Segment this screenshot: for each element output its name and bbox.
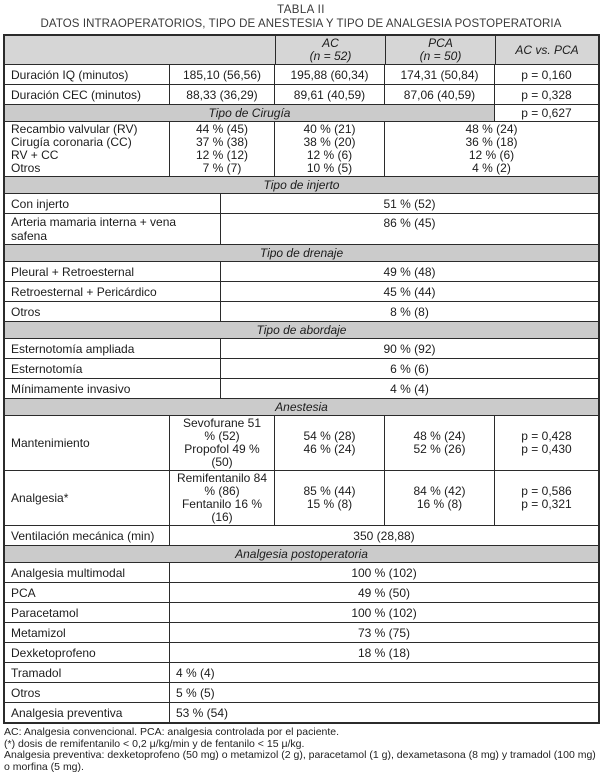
section-band-label: Anestesia xyxy=(5,399,598,415)
row-label: Mantenimiento xyxy=(11,436,90,450)
row-label: Esternotomía xyxy=(11,361,83,376)
band-tipo-drenaje xyxy=(5,244,598,261)
pca-value: 48 % (24) xyxy=(413,429,466,443)
section-band-label: Tipo de injerto xyxy=(5,177,598,193)
table-caption: DATOS INTRAOPERATORIOS, TIPO DE ANESTESIA Y TIPO DE ANALGESIA POSTOPERATORIA xyxy=(40,18,562,30)
total-value: 185,10 (56,56) xyxy=(169,65,274,84)
ac-value: 89,61 (40,59) xyxy=(274,85,384,104)
header-pca-label: PCA xyxy=(428,36,453,50)
row-value: 49 % (50) xyxy=(169,583,598,602)
row-value: 100 % (102) xyxy=(169,563,598,582)
table-number: TABLA II xyxy=(277,4,325,16)
row-label: Arteria mamaria interna + vena safena xyxy=(11,215,177,243)
row-label: Metamizol xyxy=(11,625,66,640)
p-values xyxy=(494,471,598,525)
header-ac-cell xyxy=(275,36,385,64)
total-value: 37 % (38) xyxy=(195,135,249,149)
row-tramadol xyxy=(5,662,598,682)
row-value: 6 % (6) xyxy=(220,359,598,378)
ac-value: 54 % (28) xyxy=(303,429,356,443)
row-label: Esternotomía ampliada xyxy=(11,341,135,356)
table-title-block xyxy=(0,0,602,32)
ac-value: 12 % (6) xyxy=(306,148,353,162)
total-value: 12 % (12) xyxy=(195,148,249,162)
footnote-doses: (*) dosis de remifentanilo < 0,2 μ/kg/min y de fentanilo < 15 μ/kg. xyxy=(4,737,305,750)
total-values xyxy=(169,122,274,176)
row-paracetamol xyxy=(5,602,598,622)
total-values xyxy=(169,416,274,470)
row-ventilacion-mecanica xyxy=(5,525,598,545)
pca-value: 16 % (8) xyxy=(416,497,463,511)
p-value: p = 0,430 xyxy=(521,442,572,456)
total-values xyxy=(169,471,274,525)
ac-value: 15 % (8) xyxy=(306,497,353,511)
row-value: 5 % (5) xyxy=(169,683,598,702)
total-value: Propofol 49 % (50) xyxy=(184,442,260,469)
ac-values xyxy=(274,416,384,470)
pca-value: 12 % (6) xyxy=(468,148,515,162)
p-values xyxy=(494,416,598,470)
row-value: 18 % (18) xyxy=(169,643,598,662)
row-analgesia xyxy=(5,470,598,525)
row-value: 100 % (102) xyxy=(169,603,598,622)
row-label: Analgesia* xyxy=(11,491,69,505)
row-label: Duración CEC (minutos) xyxy=(11,87,142,102)
row-esternotomia-ampliada xyxy=(5,338,598,358)
row-label: Pleural + Retroesternal xyxy=(11,264,135,279)
footnote-abbreviations: AC: Analgesia convencional. PCA: analgesia controlada por el paciente. xyxy=(4,726,340,738)
ac-value: 40 % (21) xyxy=(303,122,356,136)
table-footnotes xyxy=(4,727,598,773)
row-value: 4 % (4) xyxy=(220,379,598,398)
row-value: 53 % (54) xyxy=(169,703,598,722)
row-label: Ventilación mecánica (min) xyxy=(11,528,155,543)
row-pleural-retroesternal xyxy=(5,261,598,281)
total-value: 88,33 (36,29) xyxy=(169,85,274,104)
p-value: p = 0,627 xyxy=(494,105,598,121)
pca-values xyxy=(384,122,598,176)
band-anestesia xyxy=(5,398,598,415)
row-label: Tramadol xyxy=(11,665,62,680)
row-tipo-cirugia-values xyxy=(5,121,598,176)
cirugia-label: Cirugía coronaria (CC) xyxy=(11,135,132,149)
p-value: p = 0,428 xyxy=(521,429,572,443)
section-band-label: Tipo de drenaje xyxy=(5,245,598,261)
p-value: p = 0,328 xyxy=(494,85,598,104)
row-label: Paracetamol xyxy=(11,605,79,620)
row-con-injerto xyxy=(5,193,598,213)
data-table xyxy=(3,34,600,724)
total-value: Sevofurane 51 % (52) xyxy=(182,416,262,443)
row-label-list xyxy=(5,122,169,176)
total-value: 7 % (7) xyxy=(202,161,242,175)
band-tipo-cirugia xyxy=(5,104,598,121)
row-analgesia-multimodal xyxy=(5,562,598,582)
row-value: 86 % (45) xyxy=(220,214,598,244)
row-label: Otros xyxy=(11,685,41,700)
row-esternotomia xyxy=(5,358,598,378)
ac-values xyxy=(274,122,384,176)
row-dexketoprofeno xyxy=(5,642,598,662)
row-label: Con injerto xyxy=(11,196,70,211)
header-empty-cell xyxy=(5,36,275,64)
row-pca xyxy=(5,582,598,602)
ac-value: 195,88 (60,34) xyxy=(274,65,384,84)
section-band-label: Tipo de Cirugía xyxy=(5,105,494,121)
total-value: 44 % (45) xyxy=(195,122,249,136)
row-retroesternal-pericardico xyxy=(5,281,598,301)
header-ac-n: (n = 52) xyxy=(309,49,352,63)
ac-value: 85 % (44) xyxy=(303,484,356,498)
row-analgesia-preventiva xyxy=(5,702,598,722)
cirugia-label: Otros xyxy=(11,161,41,175)
section-band-label: Tipo de abordaje xyxy=(5,322,598,338)
p-value: p = 0,160 xyxy=(494,65,598,84)
cirugia-label: Recambio valvular (RV) xyxy=(11,122,138,136)
row-minimamente-invasivo xyxy=(5,378,598,398)
ac-values xyxy=(274,471,384,525)
header-row xyxy=(5,36,598,64)
pca-value: 36 % (18) xyxy=(465,135,518,149)
section-band-label: Analgesia postoperatoria xyxy=(5,546,598,562)
ac-value: 46 % (24) xyxy=(303,442,356,456)
row-label: Duración IQ (minutos) xyxy=(11,67,129,82)
total-value: Remifentanilo 84 % (86) xyxy=(176,471,268,498)
row-label: Retroesternal + Pericárdico xyxy=(11,284,157,299)
pca-value: 52 % (26) xyxy=(413,442,466,456)
row-label: Otros xyxy=(11,304,41,319)
row-value: 73 % (75) xyxy=(169,623,598,642)
row-metamizol xyxy=(5,622,598,642)
header-vs-cell: AC vs. PCA xyxy=(495,36,598,64)
cirugia-label: RV + CC xyxy=(11,148,59,162)
band-tipo-abordaje xyxy=(5,321,598,338)
row-label: Dexketoprofeno xyxy=(11,645,96,660)
p-value: p = 0,586 xyxy=(521,484,572,498)
pca-values xyxy=(384,416,494,470)
row-value: 49 % (48) xyxy=(220,262,598,281)
row-value: 45 % (44) xyxy=(220,282,598,301)
header-ac-label: AC xyxy=(322,36,339,50)
total-value: Fentanilo 16 % (16) xyxy=(181,497,263,524)
header-pca-n: (n = 50) xyxy=(419,49,462,63)
row-duracion-iq xyxy=(5,64,598,84)
row-value: 90 % (92) xyxy=(220,339,598,358)
footnote-analgesia-preventiva: Analgesia preventiva: dexketoprofeno (50 mg) o metamizol (2 g), paracetamol (1 g), dexametasona (8 mg) y tramadol (100 mg) o morfina (5 mg). xyxy=(4,749,596,773)
row-value: 350 (28,88) xyxy=(169,526,598,545)
row-duracion-cec xyxy=(5,84,598,104)
pca-value: 174,31 (50,84) xyxy=(384,65,494,84)
pca-values xyxy=(384,471,494,525)
pca-value: 87,06 (40,59) xyxy=(384,85,494,104)
row-value: 51 % (52) xyxy=(220,194,598,213)
pca-value: 48 % (24) xyxy=(465,122,518,136)
row-label: Mínimamente invasivo xyxy=(11,381,131,396)
row-label: Analgesia multimodal xyxy=(11,565,126,580)
pca-value: 4 % (2) xyxy=(472,161,511,175)
row-label: PCA xyxy=(11,585,36,600)
row-label: Analgesia preventiva xyxy=(11,705,123,720)
ac-value: 10 % (5) xyxy=(306,161,353,175)
row-drenaje-otros xyxy=(5,301,598,321)
pca-value: 84 % (42) xyxy=(413,484,466,498)
header-pca-cell xyxy=(385,36,495,64)
row-arteria-mamaria xyxy=(5,213,598,244)
ac-value: 38 % (20) xyxy=(303,135,356,149)
row-postop-otros xyxy=(5,682,598,702)
band-tipo-injerto xyxy=(5,176,598,193)
p-value: p = 0,321 xyxy=(521,497,572,511)
band-analgesia-postoperatoria xyxy=(5,545,598,562)
row-value: 4 % (4) xyxy=(169,663,598,682)
row-mantenimiento xyxy=(5,415,598,470)
row-value: 8 % (8) xyxy=(220,302,598,321)
